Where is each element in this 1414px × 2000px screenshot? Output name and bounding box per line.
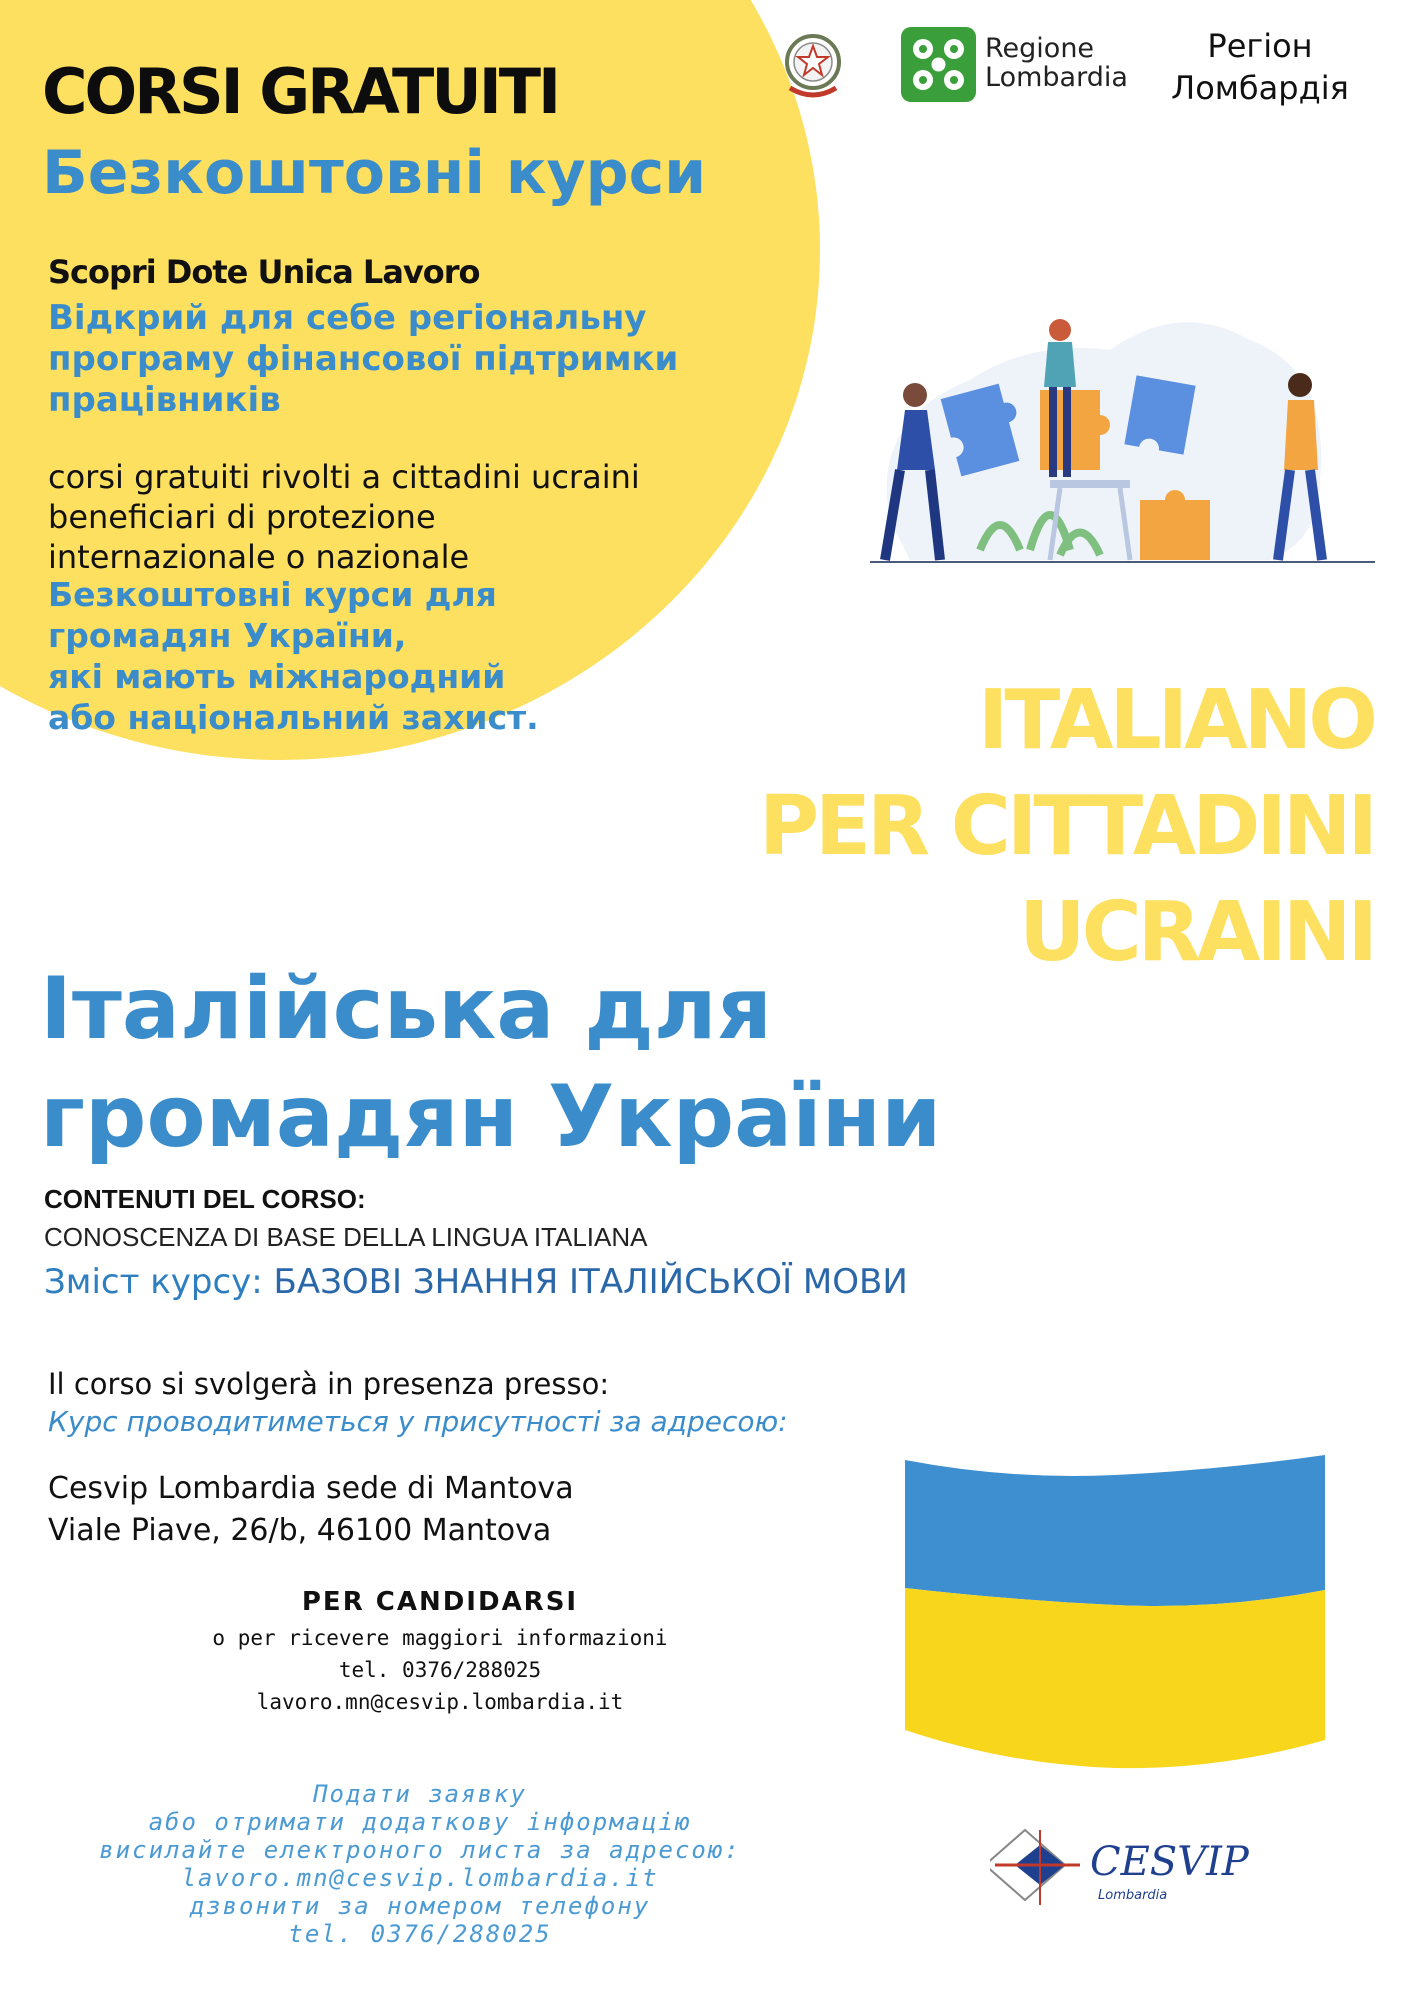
- regione-lombardia-cross-icon: [901, 27, 976, 102]
- contents-heading: CONTENUTI DEL CORSO:: [44, 1184, 366, 1214]
- cesvip-name: CESVIP: [1090, 1839, 1249, 1885]
- contents-ukrainian-value: БАЗОВІ ЗНАННЯ ІТАЛІЙСЬКОЇ МОВИ: [273, 1262, 908, 1302]
- cesvip-logo: [990, 1815, 1250, 1915]
- dote-description-ukrainian: Відкрий для себе регіональну програму фінансової підтримки працівників: [48, 298, 679, 420]
- course-title-ukrainian: Італійська для громадян України: [40, 959, 942, 1167]
- italian-republic-emblem-icon: [778, 28, 848, 104]
- apply-heading: PER CANDIDARSI: [301, 1587, 579, 1617]
- phone-number[interactable]: tel. 0376/288025: [338, 1658, 542, 1682]
- email-address-ukrainian[interactable]: lavoro.mn@cesvip.lombardia.it: [181, 1864, 659, 1892]
- email-address[interactable]: lavoro.mn@cesvip.lombardia.it: [256, 1690, 624, 1714]
- scopri-dote-heading: Scopri Dote Unica Lavoro: [48, 253, 480, 291]
- ukraine-flag-icon: [900, 1450, 1330, 1780]
- contents-value: CONOSCENZA DI BASE DELLA LINGUA ITALIANA: [44, 1222, 648, 1252]
- contents-ukrainian: [44, 1262, 908, 1302]
- contact-block-ukrainian: Подати заявку або отримати додаткову інформацію висилайте електроного листа за адресою: lavoro.mn@cesvip.lombardia.it дзвонити за номером телефону tel. 0376/288025: [60, 1780, 780, 1948]
- location-address: Cesvip Lombardia sede di Mantova Viale Piave, 26/b, 46100 Mantova: [48, 1471, 574, 1548]
- title-ukrainian: Безкоштовні курси: [42, 138, 707, 208]
- regione-lombardia-ukrainian: Регіон Ломбардія: [1171, 27, 1349, 107]
- info-line: o per ricevere maggiori informazioni: [212, 1626, 668, 1650]
- contact-block: [180, 1582, 700, 1718]
- contents-ukrainian-label: Зміст курсу:: [44, 1262, 274, 1302]
- course-title-italian: ITALIANO PER CITTADINI UCRAINI: [758, 673, 1374, 980]
- phone-number-ukrainian[interactable]: tel. 0376/288025: [288, 1920, 552, 1948]
- title-italian: CORSI GRATUITI: [42, 55, 559, 128]
- location-intro: Il corso si svolgerà in presenza presso:: [48, 1367, 610, 1401]
- team-solving-puzzle-illustration: [850, 300, 1375, 600]
- course-target-ukrainian: Безкоштовні курси для громадян України, які мають міжнародний або національний захист.: [48, 575, 539, 737]
- cesvip-sub: Lombardia: [1098, 1888, 1168, 1903]
- regione-lombardia-text: Regione Lombardia: [985, 33, 1128, 93]
- course-target-italian: corsi gratuiti rivolti a cittadini ucraini beneficiari di protezione internazionale o nazionale: [48, 458, 640, 576]
- location-intro-ukrainian: Курс проводитиметься у присутності за адресою:: [48, 1405, 788, 1438]
